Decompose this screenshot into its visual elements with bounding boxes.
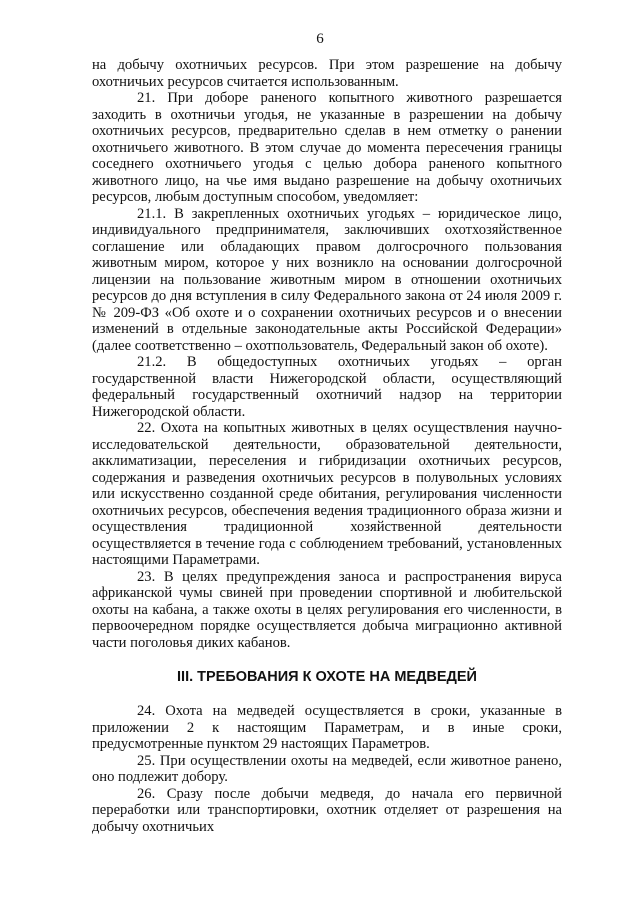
paragraph-25: 25. При осуществлении охоты на медведей, если животное ранено, оно подлежит добору. — [92, 752, 562, 785]
page-number: 6 — [316, 31, 324, 47]
paragraph-continuation: на добычу охотничьих ресурсов. При этом разрешение на добычу охотничьих ресурсов считается использованным. — [92, 57, 562, 90]
paragraph-23: 23. В целях предупреждения заноса и распространения вируса африканской чумы свиней при проведении спортивной и любительской охоты на кабана, а также охоты в целях регулирования его численности, в первоочередном порядке осуществляется добыча миграционно активной части поголовья диких кабанов. — [92, 568, 562, 651]
paragraph-22: 22. Охота на копытных животных в целях осуществления научно-исследовательской деятельности, образовательной деятельности, акклиматизации, переселения и гибридизации охотничьих ресурсов, содержания и разведения охотничьих ресурсов в полувольных условиях или искусственно созданной среде обитания, регулирования численности охотничьих ресурсов, обеспечения ведения традиционного образа жизни и осуществления традиционной хозяйственной деятельности осуществляется в течение года с соблюдением требований, установленных настоящими Параметрами. — [92, 420, 562, 568]
paragraph-21-1: 21.1. В закрепленных охотничьих угодьях – юридическое лицо, индивидуального предпринимателя, заключивших охотхозяйственное соглашение или обладающих правом долгосрочного пользования животным миром, которое у них возникло на основании долгосрочной лицензии на пользование животным миром в отношении охотничьих ресурсов до дня вступления в силу Федерального закона от 24 июля 2009 г. № 209-ФЗ «Об охоте и о сохранении охотничьих ресурсов и о внесении изменений в отдельные законодательные акты Российской Федерации» (далее соответственно – охотпользователь, Федеральный закон об охоте). — [92, 205, 562, 354]
paragraph-26: 26. Сразу после добычи медведя, до начала его первичной переработки или транспортировки, охотник отделяет от разрешения на добычу охотничьих — [92, 785, 562, 835]
page-content — [92, 57, 562, 835]
paragraph-21: 21. При доборе раненого копытного животного разрешается заходить в охотничьи угодья, не указанные в разрешении на добычу охотничьих ресурсов, предварительно сделав в нем отметку о ранении охотничьего животного. В этом случае до момента пересечения границы соседнего охотничьего угодья с целью добора раненого копытного животного лицо, на чье имя выдано разрешение на добычу охотничьих ресурсов, любым доступным способом, уведомляет: — [92, 90, 562, 205]
section-heading: III. ТРЕБОВАНИЯ К ОХОТЕ НА МЕДВЕДЕЙ — [177, 669, 477, 685]
paragraph-21-2: 21.2. В общедоступных охотничьих угодьях – орган государственной власти Нижегородской области, осуществляющий федеральный государственный охотничий надзор на территории Нижегородской области. — [92, 354, 562, 420]
paragraph-24: 24. Охота на медведей осуществляется в сроки, указанные в приложении 2 к настоящим Параметрам, и в иные сроки, предусмотренные пунктом 29 настоящих Параметров. — [92, 703, 562, 752]
